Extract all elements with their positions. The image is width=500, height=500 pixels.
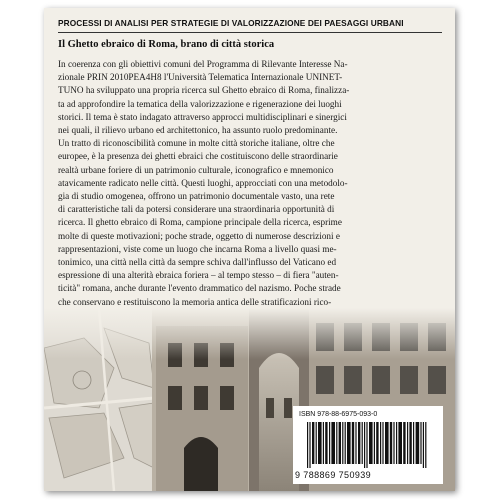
barcode-digits: 9 788869 750939 [295,470,372,480]
barcode-panel [293,406,443,484]
blurb-line: di caratteristiche tali da potersi considerare una straordinaria opportunità di [58,204,335,215]
blurb-line: storici. Il tema è stato indagato attraverso approcci multidisciplinari e sinergici [58,111,347,122]
blurb-line: gia di studio omogenea, offrono un patrimonio documentale vasto, una rete [58,191,335,202]
blurb-line: tonimico, una città nella città da sempre schiva dall'influsso del Vaticano ed [58,257,337,268]
blurb-line: espressione di una alterità ebraica foriera – al tempo stesso – di fiera "auten- [58,270,339,281]
blurb-line: Un tratto di riconoscibilità comune in molte città storiche italiane, oltre che [58,138,335,149]
blurb-paragraph [58,58,442,348]
blurb-line: In coerenza con gli obiettivi comuni del Programma di Rilevante Interesse Na- [58,59,348,69]
blurb-line: ta ad approfondire la tematica della valorizzazione e rigenerazione dei luoghi [58,98,342,109]
blurb-line: rappresentazioni, viste come un luogo che incarna Roma a livello quasi me- [58,243,337,254]
barcode-image [303,422,433,468]
blurb-line: nei quali, il rilievo urbano ed architettonico, ha assunto ruolo predominante. [58,125,338,136]
blurb-line: che conservano e restituiscono la memoria antica delle stratificazioni rico- [58,296,332,307]
blurb-line: TUNO ha sviluppato una propria ricerca sul Ghetto ebraico di Roma, finalizza- [58,85,350,96]
isbn-label: ISBN 978-88-6975-093-0 [299,411,378,418]
blurb-line: ticità" romana, anche durante l'evento drammatico del nazismo. Poche strade [58,283,341,294]
header-rule [58,32,442,33]
book-title: Il Ghetto ebraico di Roma, brano di città storica [58,39,275,50]
blurb-line: ricerca. Il ghetto ebraico di Roma, campione principale della ricerca, esprime [58,217,342,228]
series-title: PROCESSI DI ANALISI PER STRATEGIE DI VALORIZZAZIONE DEI PAESAGGI URBANI [58,18,404,28]
book-back-cover [44,8,455,491]
blurb-line: molte di queste motivazioni; poche strade, oggetto di numerose descrizioni e [58,230,340,241]
blurb-line: zionale PRIN 2010PEA4H8 l'Università Telematica Internazionale UNINET- [58,72,343,83]
blurb-line: realtà urbane foriere di un patrimonio culturale, iconografico e mnemonico [58,164,334,175]
blurb-line: atavicamente radicato nelle città. Questi luoghi, approcciati con una metodolo- [58,177,348,188]
blurb-line: europee, è la presenza dei ghetti ebraici che costituiscono delle straordinarie [58,151,338,162]
